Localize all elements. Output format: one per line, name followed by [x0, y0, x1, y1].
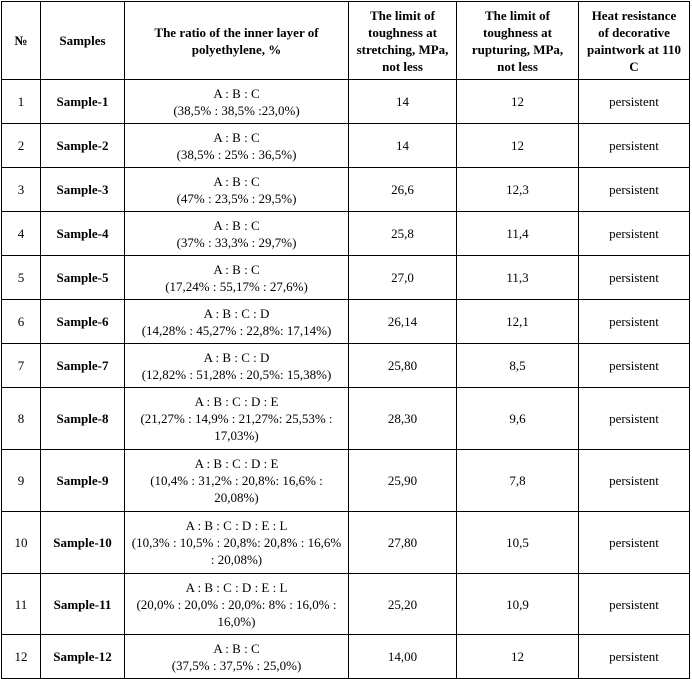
- stretch-value: 25,20: [349, 574, 457, 635]
- ratio-values: (10,3% : 10,5% : 20,8%: 20,8% : 16,6% : 20,08%): [131, 535, 342, 567]
- ratio-cell: [125, 80, 349, 124]
- table-row: [2, 635, 690, 679]
- heat-resistance-value: persistent: [579, 212, 690, 256]
- row-number: 5: [2, 256, 41, 300]
- ratio-label: A : B : C: [213, 173, 260, 189]
- heat-resistance-value: persistent: [579, 635, 690, 679]
- sample-name: Sample-10: [41, 512, 125, 574]
- stretch-value: 25,90: [349, 450, 457, 512]
- heat-resistance-value: persistent: [579, 300, 690, 344]
- rupture-value: 7,8: [457, 450, 579, 512]
- heat-resistance-value: persistent: [579, 124, 690, 168]
- header-stretch: The limit of toughness at stretching, MPa, not less: [349, 2, 457, 80]
- rupture-value: 8,5: [457, 344, 579, 388]
- table-row: [2, 450, 690, 512]
- sample-name: Sample-4: [41, 212, 125, 256]
- ratio-cell: [125, 300, 349, 344]
- heat-resistance-value: persistent: [579, 168, 690, 212]
- ratio-values: (38,5% : 38,5% :23,0%): [173, 102, 300, 118]
- ratio-cell: [125, 574, 349, 635]
- ratio-cell: [125, 124, 349, 168]
- ratio-cell: [125, 388, 349, 450]
- stretch-value: 25,80: [349, 344, 457, 388]
- ratio-label: A : B : C : D : E : L: [185, 518, 288, 533]
- stretch-value: 28,30: [349, 388, 457, 450]
- ratio-values: (47% : 23,5% : 29,5%): [176, 190, 297, 206]
- ratio-cell: [125, 450, 349, 512]
- rupture-value: 12,1: [457, 300, 579, 344]
- row-number: 1: [2, 80, 41, 124]
- sample-name: Sample-2: [41, 124, 125, 168]
- row-number: 3: [2, 168, 41, 212]
- rupture-value: 12: [457, 124, 579, 168]
- stretch-value: 14,00: [349, 635, 457, 679]
- row-number: 7: [2, 344, 41, 388]
- table-row: [2, 80, 690, 124]
- heat-resistance-value: persistent: [579, 574, 690, 635]
- sample-name: Sample-11: [41, 574, 125, 635]
- sample-name: Sample-6: [41, 300, 125, 344]
- stretch-value: 26,14: [349, 300, 457, 344]
- stretch-value: 26,6: [349, 168, 457, 212]
- table-row: [2, 256, 690, 300]
- table-row: [2, 512, 690, 574]
- header-row: [2, 2, 690, 80]
- ratio-values: (20,0% : 20,0% : 20,0%: 8% : 16,0% : 16,0%): [136, 596, 337, 629]
- ratio-cell: [125, 512, 349, 574]
- heat-resistance-value: persistent: [579, 450, 690, 512]
- heat-resistance-value: persistent: [579, 80, 690, 124]
- ratio-label: A : B : C: [213, 217, 260, 233]
- sample-name: Sample-9: [41, 450, 125, 512]
- ratio-values: (37,5% : 37,5% : 25,0%): [171, 657, 302, 673]
- row-number: 2: [2, 124, 41, 168]
- ratio-label: A : B : C : D: [203, 305, 270, 321]
- stretch-value: 27,80: [349, 512, 457, 574]
- samples-table: [1, 1, 690, 679]
- sample-name: Sample-12: [41, 635, 125, 679]
- stretch-value: 14: [349, 124, 457, 168]
- header-heat: Heat resistance of decorative paintwork at 110 C: [579, 2, 690, 80]
- row-number: 6: [2, 300, 41, 344]
- stretch-value: 14: [349, 80, 457, 124]
- rupture-value: 9,6: [457, 388, 579, 450]
- rupture-value: 11,3: [457, 256, 579, 300]
- rupture-value: 10,9: [457, 574, 579, 635]
- ratio-label: A : B : C : D : E: [194, 456, 279, 471]
- ratio-label: A : B : C: [213, 85, 260, 101]
- header-number: №: [2, 2, 41, 80]
- table-row: [2, 300, 690, 344]
- sample-name: Sample-8: [41, 388, 125, 450]
- ratio-cell: [125, 212, 349, 256]
- ratio-label: A : B : C: [213, 129, 260, 145]
- heat-resistance-value: persistent: [579, 512, 690, 574]
- row-number: 4: [2, 212, 41, 256]
- header-rupture: The limit of toughness at rupturing, MPa, not less: [457, 2, 579, 80]
- sample-name: Sample-3: [41, 168, 125, 212]
- ratio-cell: [125, 635, 349, 679]
- table-row: [2, 574, 690, 635]
- ratio-values: (12,82% : 51,28% : 20,5%: 15,38%): [141, 366, 332, 382]
- ratio-cell: [125, 168, 349, 212]
- sample-name: Sample-7: [41, 344, 125, 388]
- ratio-values: (14,28% : 45,27% : 22,8%: 17,14%): [141, 322, 332, 338]
- rupture-value: 12: [457, 80, 579, 124]
- sample-name: Sample-1: [41, 80, 125, 124]
- ratio-label: A : B : C: [213, 261, 260, 277]
- ratio-cell: [125, 256, 349, 300]
- rupture-value: 11,4: [457, 212, 579, 256]
- row-number: 12: [2, 635, 41, 679]
- ratio-cell: [125, 344, 349, 388]
- stretch-value: 27,0: [349, 256, 457, 300]
- row-number: 9: [2, 450, 41, 512]
- ratio-values: (38,5% : 25% : 36,5%): [176, 146, 297, 162]
- ratio-label: A : B : C : D : E : L: [185, 579, 288, 595]
- rupture-value: 12: [457, 635, 579, 679]
- row-number: 11: [2, 574, 41, 635]
- stretch-value: 25,8: [349, 212, 457, 256]
- row-number: 8: [2, 388, 41, 450]
- rupture-value: 12,3: [457, 168, 579, 212]
- heat-resistance-value: persistent: [579, 344, 690, 388]
- ratio-values: (10,4% : 31,2% : 20,8%: 16,6% : 20,08%): [150, 473, 323, 505]
- rupture-value: 10,5: [457, 512, 579, 574]
- table-row: [2, 388, 690, 450]
- row-number: 10: [2, 512, 41, 574]
- table-row: [2, 212, 690, 256]
- ratio-values: (37% : 33,3% : 29,7%): [176, 234, 297, 250]
- heat-resistance-value: persistent: [579, 388, 690, 450]
- sample-name: Sample-5: [41, 256, 125, 300]
- ratio-label: A : B : C: [213, 640, 260, 656]
- header-samples: Samples: [41, 2, 125, 80]
- ratio-values: (21,27% : 14,9% : 21,27%: 25,53% : 17,03%): [140, 411, 333, 443]
- heat-resistance-value: persistent: [579, 256, 690, 300]
- table-row: [2, 168, 690, 212]
- ratio-label: A : B : C : D : E: [194, 394, 279, 409]
- table-row: [2, 344, 690, 388]
- ratio-label: A : B : C : D: [203, 349, 270, 365]
- ratio-values: (17,24% : 55,17% : 27,6%): [165, 278, 308, 294]
- table-row: [2, 124, 690, 168]
- header-ratio: The ratio of the inner layer of polyethylene, %: [125, 2, 349, 80]
